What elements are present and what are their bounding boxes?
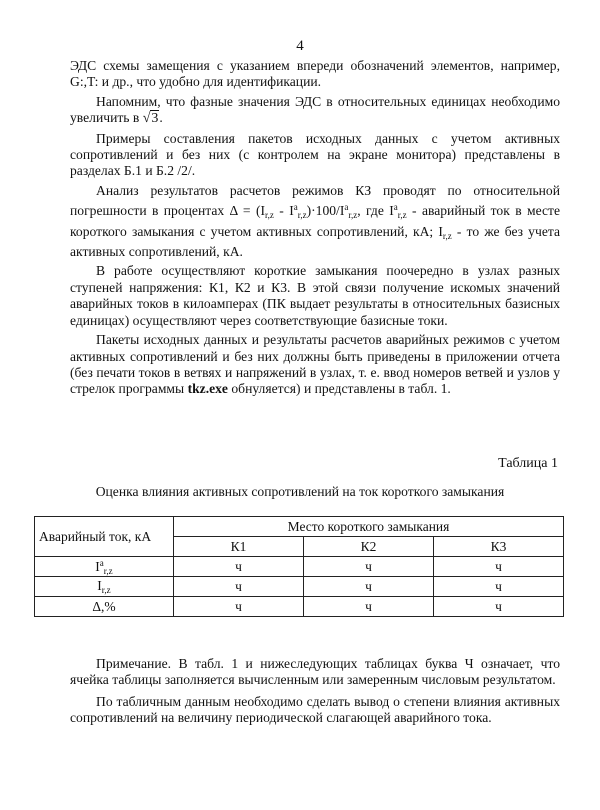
column-k1: К1 [174, 537, 304, 557]
formula-sup: a [393, 202, 398, 213]
row-label [35, 577, 174, 597]
table-cell: ч [433, 597, 563, 617]
header-location: Место короткого замыкания [174, 517, 564, 537]
table-cell: ч [303, 577, 433, 597]
formula-sub: r,z [397, 210, 407, 221]
formula-sub: r,z [348, 210, 358, 221]
paragraph-5: В работе осуществляют короткие замыкания поочередно в узлах разных ступеней напряжения: К1, К2 и К3. В этой связи получение искомых значений аварийных токов в килоамперах (ПК выдает результаты в относительных базисных единицах) осуществляют через соответствующие базисные токи. [70, 263, 560, 328]
notes [70, 656, 560, 732]
paragraph-4 [70, 183, 560, 261]
paragraph-6-text: Пакеты исходных данных и результаты расчетов аварийных режимов с учетом активных сопротивлений и без них должны быть приведены в приложении отчета (без печати токов в ветвях и напряжений в узлах, т. е. ввод номеров ветвей и узлов у стрелок программы [70, 332, 560, 397]
table-row [35, 557, 564, 577]
formula-sup: a [293, 202, 298, 213]
paragraph-2-end: . [159, 110, 163, 126]
formula-text-e: - аварийный ток в месте короткого замыкания с учетом активных сопротивлений, кА; I [70, 203, 560, 239]
table-row [35, 577, 564, 597]
header-current: Аварийный ток, кА [35, 517, 174, 557]
formula-text-b: - I [273, 203, 294, 219]
paragraph-1: ЭДС схемы замещения с указанием впереди обозначений элементов, например, G:,T: и др., что удобно для идентификации. [70, 58, 560, 90]
paragraph-3: Примеры составления пакетов исходных данных с учетом активных сопротивлений и без них (с контролем на экране монитора) представлены в разделах Б.1 и Б.2 /2/. [70, 130, 560, 179]
program-name: tkz.exe [187, 381, 228, 397]
page-number: 4 [296, 38, 304, 54]
row-label-sup: a [99, 557, 104, 568]
formula-sub: r,z [265, 210, 274, 221]
table-cell: ч [303, 597, 433, 617]
column-k3: К3 [433, 537, 563, 557]
row-label: Δ,% [35, 597, 174, 617]
note-2: По табличным данным необходимо сделать вывод о степени влияния активных сопротивлений на величину периодической слагающей аварийного тока. [70, 693, 560, 726]
table-cell: ч [174, 577, 304, 597]
table-cell: ч [303, 557, 433, 577]
formula-text-d: , где I [357, 203, 394, 219]
paragraph-2-text: Напомним, что фазные значения ЭДС в относительных единицах необходимо увеличить в [70, 93, 560, 126]
table-cell: ч [174, 557, 304, 577]
formula-sub: r,z [297, 210, 307, 221]
table-title: Оценка влияния активных сопротивлений на ток короткого замыкания [95, 484, 505, 499]
paragraph-2 [70, 94, 560, 128]
formula-text-c: )·100/I [306, 203, 345, 219]
formula-text-f: - то же без учета активных сопротивлений, кА. [70, 223, 560, 260]
table-row [35, 597, 564, 617]
table-cell: ч [433, 557, 563, 577]
paragraph-6 [70, 332, 560, 398]
table-cell: ч [174, 597, 304, 617]
table-label: Таблица 1 [498, 456, 558, 471]
row-label-main: I [97, 578, 102, 593]
formula-sub: r,z [442, 230, 452, 241]
column-k2: К2 [303, 537, 433, 557]
row-label-sub: r,z [103, 565, 113, 576]
table-header-row [35, 517, 564, 537]
paragraph-6-end: обнуляется) и представлены в табл. 1. [227, 381, 451, 397]
table-cell: ч [433, 577, 563, 597]
results-table [34, 516, 564, 617]
sqrt-symbol: √3 [142, 111, 159, 127]
note-1: Примечание. В табл. 1 и нижеследующих таблицах буква Ч означает, что ячейка таблицы заполняется вычисленным или замеренным числовым результатом. [70, 656, 560, 688]
row-label [35, 557, 174, 577]
row-label-sub: r,z [101, 585, 111, 595]
formula-sup: a [344, 202, 349, 213]
sqrt-value: 3 [151, 111, 159, 127]
row-label-main: I [95, 558, 100, 574]
body-text [70, 58, 560, 401]
formula-text-a: Анализ результатов расчетов режимов КЗ проводят по относительной погрешности в процентах Δ = (I [70, 182, 560, 219]
